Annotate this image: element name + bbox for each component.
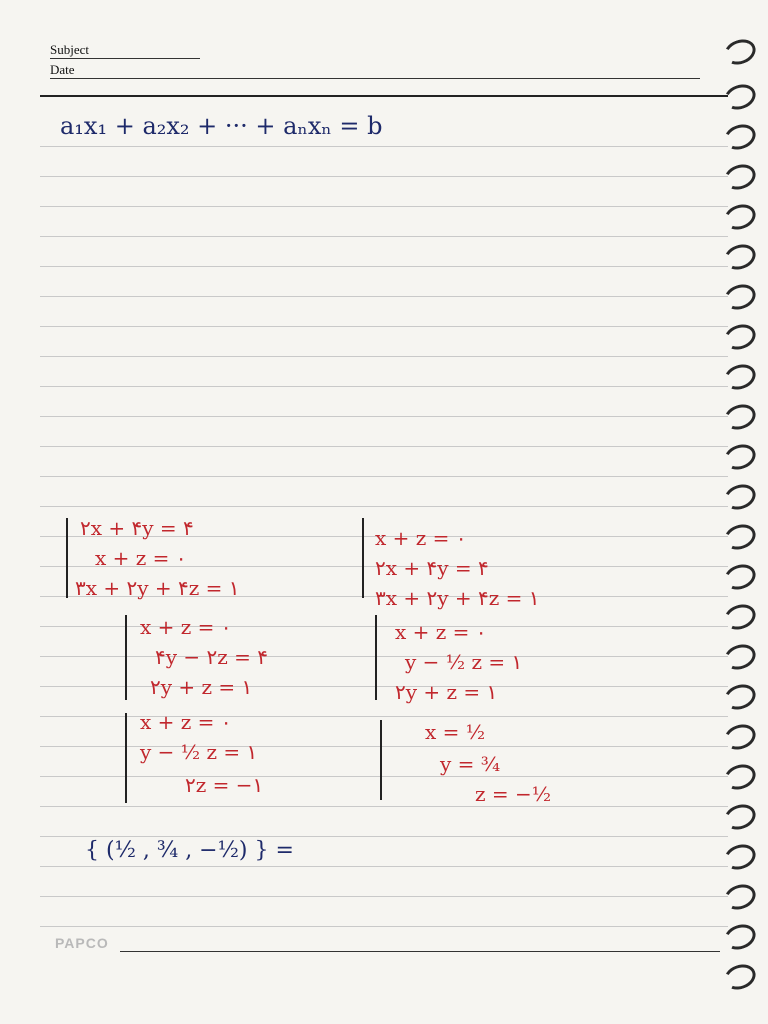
ruled-line bbox=[40, 146, 728, 147]
ruled-line bbox=[40, 356, 728, 357]
system-1-eq1: ۲x + ۴y = ۴ bbox=[80, 516, 194, 540]
spiral-ring bbox=[721, 360, 759, 393]
system-3-eq3: ۲y + z = ۱ bbox=[150, 675, 253, 699]
ruled-line bbox=[40, 656, 728, 657]
spiral-ring bbox=[721, 520, 759, 553]
spiral-ring bbox=[721, 960, 759, 993]
spiral-ring bbox=[721, 640, 759, 673]
system-6-eq2: y = ¾ bbox=[440, 752, 501, 776]
spiral-ring bbox=[721, 280, 759, 313]
ruled-line bbox=[40, 446, 728, 447]
system-bracket bbox=[66, 518, 68, 598]
ruled-line bbox=[40, 386, 728, 387]
system-2-eq1: x + z = ۰ bbox=[375, 526, 467, 550]
ruled-line bbox=[40, 776, 728, 777]
date-line bbox=[50, 78, 700, 79]
ruled-line bbox=[40, 506, 728, 507]
system-6-eq3: z = −½ bbox=[475, 782, 552, 806]
ruled-line bbox=[40, 926, 728, 927]
spiral-ring bbox=[721, 80, 759, 113]
ruled-line bbox=[40, 866, 728, 867]
system-6-eq1: x = ½ bbox=[425, 720, 486, 744]
system-5-eq1: x + z = ۰ bbox=[140, 710, 232, 734]
system-bracket bbox=[125, 713, 127, 803]
date-label: Date bbox=[50, 62, 75, 77]
system-2-eq3: ۳x + ۲y + ۴z = ۱ bbox=[375, 586, 540, 610]
solution-set: { (½ , ¾ , −½) } = bbox=[85, 838, 294, 863]
footer-line bbox=[120, 951, 720, 952]
system-5-eq3: ۲z = −۱ bbox=[185, 773, 264, 797]
ruled-line bbox=[40, 416, 728, 417]
spiral-ring bbox=[721, 600, 759, 633]
spiral-ring bbox=[721, 760, 759, 793]
system-4-eq3: ۲y + z = ۱ bbox=[395, 680, 498, 704]
ruled-line bbox=[40, 806, 728, 807]
system-bracket bbox=[375, 615, 377, 700]
spiral-ring bbox=[721, 160, 759, 193]
system-2-eq2: ۲x + ۴y = ۴ bbox=[375, 556, 489, 580]
spiral-ring bbox=[721, 840, 759, 873]
subject-line bbox=[50, 58, 200, 59]
ruled-line bbox=[40, 266, 728, 267]
ruled-line bbox=[40, 836, 728, 837]
ruled-line bbox=[40, 326, 728, 327]
system-4-eq2: y − ½ z = ۱ bbox=[405, 650, 523, 674]
ruled-line bbox=[40, 476, 728, 477]
system-bracket bbox=[362, 518, 364, 598]
ruled-line bbox=[40, 686, 728, 687]
top-margin-line bbox=[40, 95, 728, 97]
spiral-ring bbox=[721, 35, 759, 68]
ruled-line bbox=[40, 176, 728, 177]
spiral-ring bbox=[721, 480, 759, 513]
system-4-eq1: x + z = ۰ bbox=[395, 620, 487, 644]
spiral-ring bbox=[721, 720, 759, 753]
system-3-eq1: x + z = ۰ bbox=[140, 615, 232, 639]
spiral-ring bbox=[721, 240, 759, 273]
subject-label: Subject bbox=[50, 42, 89, 57]
ruled-line bbox=[40, 206, 728, 207]
spiral-ring bbox=[721, 880, 759, 913]
ruled-line bbox=[40, 236, 728, 237]
system-1-eq2: x + z = ۰ bbox=[95, 546, 187, 570]
spiral-ring bbox=[721, 120, 759, 153]
system-bracket bbox=[380, 720, 382, 800]
system-1-eq3: ۳x + ۲y + ۴z = ۱ bbox=[75, 576, 240, 600]
system-3-eq2: ۴y − ۲z = ۴ bbox=[155, 645, 269, 669]
system-bracket bbox=[125, 615, 127, 700]
spiral-ring bbox=[721, 400, 759, 433]
ruled-line bbox=[40, 896, 728, 897]
general-equation: a₁x₁ + a₂x₂ + ··· + aₙxₙ = b bbox=[60, 112, 383, 140]
system-5-eq2: y − ½ z = ۱ bbox=[140, 740, 258, 764]
papco-logo: PAPCO bbox=[55, 935, 109, 951]
ruled-line bbox=[40, 296, 728, 297]
